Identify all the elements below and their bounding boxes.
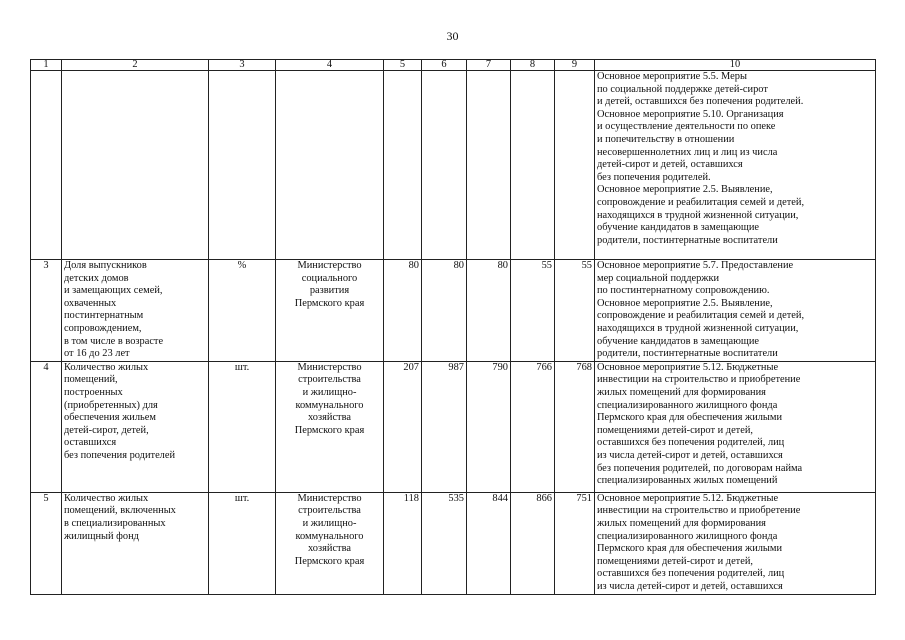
executor: Министерство строительства и жилищно- коммунального хозяйства Пермского края xyxy=(276,492,384,594)
table-row xyxy=(31,492,876,594)
column-number: 10 xyxy=(595,60,876,71)
unit: шт. xyxy=(209,361,276,492)
indicator-name: Доля выпускников детских домов и замещающих семей, охваченных постинтернатным сопровождением, в том числе в возрасте от 16 до 23 лет xyxy=(62,260,209,362)
value-col8 xyxy=(511,71,555,260)
column-number: 5 xyxy=(384,60,422,71)
column-number: 3 xyxy=(209,60,276,71)
value-col7: 844 xyxy=(467,492,511,594)
value-col6: 80 xyxy=(422,260,467,362)
value-col6: 987 xyxy=(422,361,467,492)
value-col8: 55 xyxy=(511,260,555,362)
measures: Основное мероприятие 5.7. Предоставление мер социальной поддержки по постинтернатному сопровождению. Основное мероприятие 2.5. Выявление, сопровождение и реабилитация семей и детей, находящихся в трудной жизненной ситуации, обучение кандидатов в замещающие родители, постинтернатные воспитатели xyxy=(595,260,876,362)
value-col6 xyxy=(422,71,467,260)
executor xyxy=(276,71,384,260)
value-col7 xyxy=(467,71,511,260)
value-col5: 118 xyxy=(384,492,422,594)
value-col5: 207 xyxy=(384,361,422,492)
value-col5: 80 xyxy=(384,260,422,362)
column-number: 9 xyxy=(555,60,595,71)
unit xyxy=(209,71,276,260)
indicators-table xyxy=(30,59,876,595)
executor: Министерство строительства и жилищно- коммунального хозяйства Пермского края xyxy=(276,361,384,492)
table-row xyxy=(31,71,876,260)
table-row xyxy=(31,361,876,492)
measures: Основное мероприятие 5.5. Меры по социальной поддержке детей-сирот и детей, оставшихся без попечения родителей. Основное мероприятие 5.10. Организация и осуществление деятельности по опеке и попечительству в отношении несовершеннолетних лиц и лиц из числа детей-сирот и детей, оставшихся без попечения родителей. Основное мероприятие 2.5. Выявление, сопровождение и реабилитация семей и детей, находящихся в трудной жизненной ситуации, обучение кандидатов в замещающие родители, постинтернатные воспитатели xyxy=(595,71,876,260)
column-number: 4 xyxy=(276,60,384,71)
value-col5 xyxy=(384,71,422,260)
column-number-row xyxy=(31,60,876,71)
column-number: 2 xyxy=(62,60,209,71)
table-row xyxy=(31,260,876,362)
value-col6: 535 xyxy=(422,492,467,594)
column-number: 7 xyxy=(467,60,511,71)
indicator-name xyxy=(62,71,209,260)
value-col9: 751 xyxy=(555,492,595,594)
column-number: 1 xyxy=(31,60,62,71)
row-number xyxy=(31,71,62,260)
value-col9: 768 xyxy=(555,361,595,492)
measures: Основное мероприятие 5.12. Бюджетные инвестиции на строительство и приобретение жилых помещений для формирования специализированного жилищного фонда Пермского края для обеспечения жилыми помещениями детей-сирот и детей, оставшихся без попечения родителей, лиц из числа детей-сирот и детей, оставшихся xyxy=(595,492,876,594)
column-number: 8 xyxy=(511,60,555,71)
value-col8: 866 xyxy=(511,492,555,594)
value-col8: 766 xyxy=(511,361,555,492)
executor: Министерство социального развития Пермского края xyxy=(276,260,384,362)
value-col7: 80 xyxy=(467,260,511,362)
unit: % xyxy=(209,260,276,362)
value-col9: 55 xyxy=(555,260,595,362)
value-col9 xyxy=(555,71,595,260)
row-number: 5 xyxy=(31,492,62,594)
unit: шт. xyxy=(209,492,276,594)
indicator-name: Количество жилых помещений, построенных (приобретенных) для обеспечения жильем детей-сирот, детей, оставшихся без попечения родителей xyxy=(62,361,209,492)
row-number: 3 xyxy=(31,260,62,362)
value-col7: 790 xyxy=(467,361,511,492)
measures: Основное мероприятие 5.12. Бюджетные инвестиции на строительство и приобретение жилых помещений для формирования специализированного жилищного фонда Пермского края для обеспечения жилыми помещениями детей-сирот и детей, оставшихся без попечения родителей, лиц из числа детей-сирот и детей, оставшихся без попечения родителей, по договорам найма специализированных жилых помещений xyxy=(595,361,876,492)
indicator-name: Количество жилых помещений, включенных в специализированных жилищный фонд xyxy=(62,492,209,594)
page-number: 30 xyxy=(446,29,459,43)
row-number: 4 xyxy=(31,361,62,492)
column-number: 6 xyxy=(422,60,467,71)
